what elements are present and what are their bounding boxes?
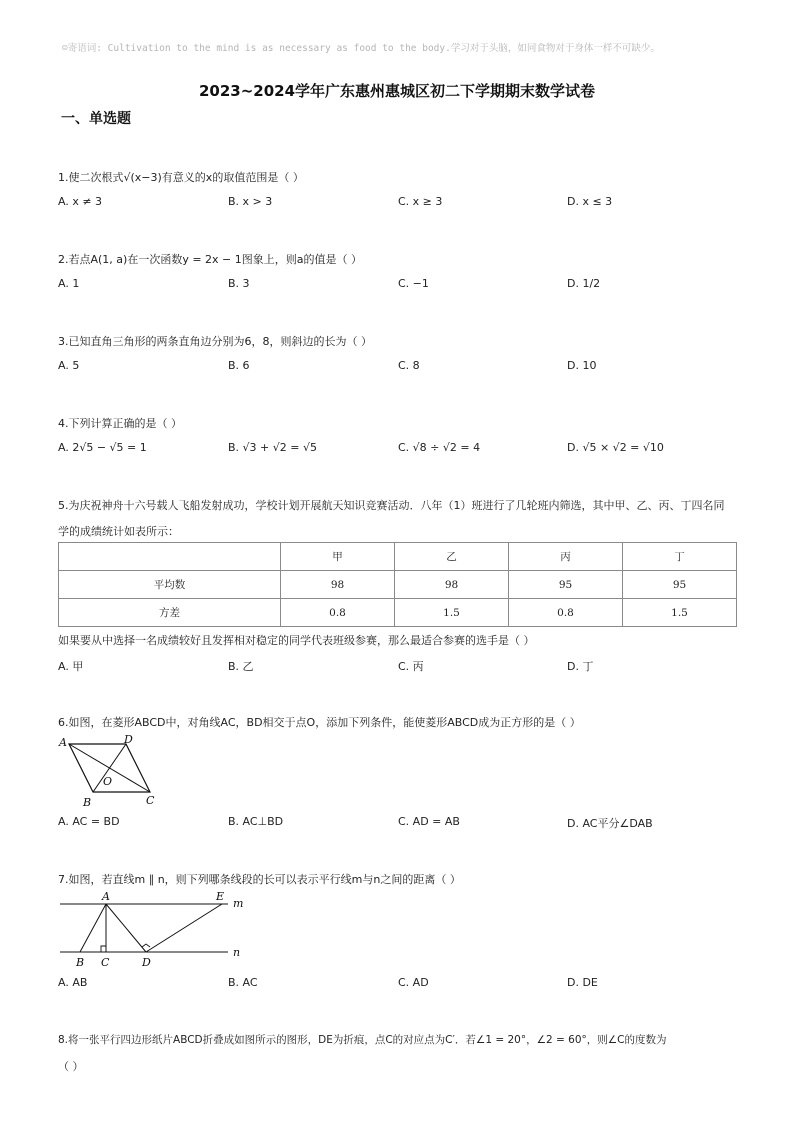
label-n: n: [233, 946, 241, 959]
table-cell: 1.5: [623, 599, 737, 627]
q5-option-c: C. 丙: [398, 660, 424, 673]
q1-option-a: A. x ≠ 3: [58, 195, 103, 208]
q3-option-d: D. 10: [567, 359, 597, 372]
q5-option-a: A. 甲: [58, 660, 84, 673]
score-stats-table: [58, 542, 737, 627]
rhombus-figure: [56, 734, 166, 810]
right-angle-mark-d: [142, 944, 150, 947]
label-c: C: [101, 956, 110, 969]
q7-option-a: A. AB: [58, 976, 88, 989]
label-b: B: [83, 796, 92, 809]
right-angle-mark-c: [101, 946, 106, 952]
table-cell: 98: [395, 571, 509, 599]
question-4-stem: 4.下列计算正确的是（ ）: [58, 417, 182, 430]
q4-option-a: A. 2√5 − √5 = 1: [58, 441, 147, 454]
q4-option-d: D. √5 × √2 = √10: [567, 441, 664, 454]
q3-option-c: C. 8: [398, 359, 420, 372]
q7-option-d: D. DE: [567, 976, 598, 989]
q3-option-a: A. 5: [58, 359, 80, 372]
table-cell: 平均数: [59, 571, 281, 599]
question-5-stem-line2: 学的成绩统计如表所示：: [58, 525, 179, 538]
q2-option-d: D. 1/2: [567, 277, 601, 290]
label-b: B: [76, 956, 85, 969]
question-7-stem: 7.如图，若直线m ∥ n，则下列哪条线段的长可以表示平行线m与n之间的距离（ ）: [58, 873, 461, 886]
q1-option-d: D. x ≤ 3: [567, 195, 613, 208]
q1-option-b: B. x > 3: [228, 195, 273, 208]
table-cell: 95: [623, 571, 737, 599]
q6-option-d: D. AC平分∠DAB: [567, 817, 653, 830]
question-5-followup: 如果要从中选择一名成绩较好且发挥相对稳定的同学代表班级参赛，那么最适合参赛的选手是（ ）: [58, 634, 535, 647]
q6-option-a: A. AC = BD: [58, 815, 120, 828]
table-header-cell: 丙: [509, 543, 623, 571]
table-cell: 95: [509, 571, 623, 599]
q5-option-b: B. 乙: [228, 660, 254, 673]
label-o: O: [103, 775, 113, 788]
question-2-stem: 2.若点A(1, a)在一次函数y = 2x − 1图象上，则a的值是（ ）: [58, 253, 363, 266]
q6-option-c: C. AD = AB: [398, 815, 460, 828]
label-c: C: [146, 794, 155, 807]
table-cell: 0.8: [281, 599, 395, 627]
q2-option-b: B. 3: [228, 277, 250, 290]
q1-option-c: C. x ≥ 3: [398, 195, 443, 208]
table-header-cell: 乙: [395, 543, 509, 571]
section-heading: 一、单选题: [61, 111, 131, 127]
question-8-stem: 8.将一张平行四边形纸片ABCD折叠成如图所示的图形，DE为折痕，点C的对应点为C′．若∠1 = 20°，∠2 = 60°，则∠C的度数为: [58, 1034, 667, 1046]
q3-option-b: B. 6: [228, 359, 250, 372]
table-row: [59, 599, 737, 627]
segment-de: [146, 904, 222, 952]
segment-ad: [106, 904, 146, 952]
table-header-cell: [59, 543, 281, 571]
q2-option-a: A. 1: [58, 277, 80, 290]
table-header-row: [59, 543, 737, 571]
q2-option-c: C. −1: [398, 277, 429, 290]
label-d: D: [142, 956, 151, 969]
segment-ab: [80, 904, 106, 952]
question-5-stem-line1: 5.为庆祝神舟十六号载人飞船发射成功，学校计划开展航天知识竞赛活动．八年（1）班进行了几轮班内筛选，其中甲、乙、丙、丁四名同: [58, 499, 725, 512]
q5-option-d: D. 丁: [567, 660, 594, 673]
question-6-stem: 6.如图，在菱形ABCD中，对角线AC，BD相交于点O，添加下列条件，能使菱形ABCD成为正方形的是（ ）: [58, 716, 581, 729]
label-d: D: [124, 734, 133, 746]
q6-option-b: B. AC⊥BD: [228, 815, 284, 828]
page-title: 2023~2024学年广东惠州惠城区初二下学期期末数学试卷: [198, 82, 596, 100]
label-a: A: [59, 736, 67, 749]
question-1-stem: 1.使二次根式√(x−3)有意义的x的取值范围是（ ）: [58, 171, 304, 184]
q4-option-b: B. √3 + √2 = √5: [228, 441, 317, 454]
label-e: E: [216, 890, 225, 903]
table-cell: 0.8: [509, 599, 623, 627]
q7-option-c: C. AD: [398, 976, 429, 989]
table-header-cell: 甲: [281, 543, 395, 571]
table-cell: 98: [281, 571, 395, 599]
parallel-lines-figure: [56, 890, 251, 972]
q7-option-b: B. AC: [228, 976, 258, 989]
question-3-stem: 3.已知直角三角形的两条直角边分别为6，8，则斜边的长为（ ）: [58, 335, 372, 348]
motto-watermark: ☺寄语词: Cultivation to the mind is as necessary as food to the body.学习对于头脑，如同食物对于身体一样不可缺少。: [62, 43, 660, 54]
label-a: A: [102, 890, 110, 903]
table-header-cell: 丁: [623, 543, 737, 571]
q4-option-c: C. √8 ÷ √2 = 4: [398, 441, 481, 454]
table-cell: 方差: [59, 599, 281, 627]
table-cell: 1.5: [395, 599, 509, 627]
question-8-stem-line2: （ ）: [58, 1060, 84, 1073]
table-row: [59, 571, 737, 599]
label-m: m: [233, 897, 244, 910]
